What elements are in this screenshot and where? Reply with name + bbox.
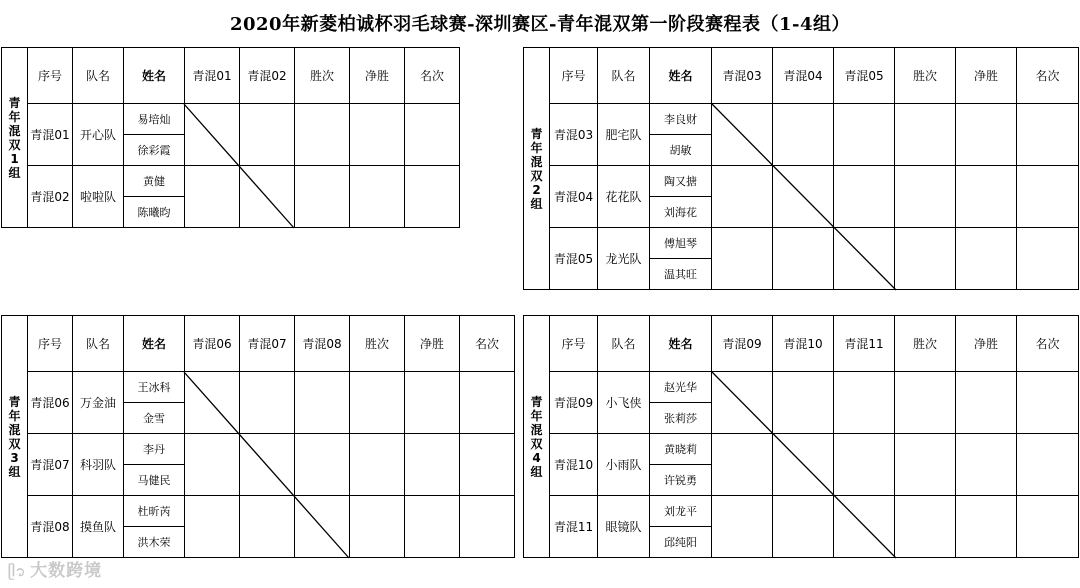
header-opponent: 青混07 [240,316,295,372]
score-cell[interactable] [712,434,773,496]
header-opponent: 青混10 [773,316,834,372]
entry-seq: 青混11 [550,496,598,558]
entry-seq: 青混06 [28,372,73,434]
player-name: 李丹 [124,434,185,465]
header-rank: 名次 [1017,316,1079,372]
net-cell[interactable] [956,496,1017,558]
group-4-table [523,315,1079,558]
group-3-table [1,315,515,558]
watermark [8,556,102,587]
player-name: 胡敏 [650,135,712,166]
score-cell[interactable] [834,434,895,496]
rank-cell[interactable] [460,496,515,558]
score-cell[interactable] [185,166,240,228]
header-opponent: 青混05 [834,48,895,104]
header-name: 姓名 [124,316,185,372]
header-net: 净胜 [956,48,1017,104]
entry-seq: 青混01 [28,104,73,166]
rank-cell[interactable] [460,434,515,496]
player-name: 许锐勇 [650,465,712,496]
player-name: 刘海花 [650,197,712,228]
score-cell[interactable] [834,104,895,166]
rank-cell[interactable] [460,372,515,434]
header-name: 姓名 [650,316,712,372]
header-rank: 名次 [405,48,460,104]
header-net: 净胜 [956,316,1017,372]
header-opponent: 青混06 [185,316,240,372]
score-cell[interactable] [240,166,295,228]
entry-seq: 青混02 [28,166,73,228]
player-name: 李良财 [650,104,712,135]
player-name: 刘龙平 [650,496,712,527]
player-name: 杜昕芮 [124,496,185,527]
entry-team: 小雨队 [598,434,650,496]
entry-seq: 青混05 [550,228,598,290]
player-name: 易培灿 [124,104,185,135]
entry-seq: 青混10 [550,434,598,496]
rank-cell[interactable] [1017,166,1079,228]
net-cell[interactable] [405,496,460,558]
score-cell[interactable] [295,496,350,558]
player-name: 张莉莎 [650,403,712,434]
net-cell[interactable] [956,228,1017,290]
score-cell[interactable] [712,228,773,290]
entry-team: 花花队 [598,166,650,228]
wins-cell[interactable] [295,104,350,166]
header-opponent: 青混04 [773,48,834,104]
rank-cell[interactable] [1017,372,1079,434]
score-cell[interactable] [834,372,895,434]
group-2-table [523,47,1079,290]
player-name: 黄健 [124,166,185,197]
header-opponent: 青混08 [295,316,350,372]
header-seq: 序号 [28,316,73,372]
entry-team: 科羽队 [73,434,124,496]
score-cell[interactable] [773,104,834,166]
header-team: 队名 [598,48,650,104]
entry-team: 肥宅队 [598,104,650,166]
entry-team: 摸鱼队 [73,496,124,558]
entry-team: 小飞侠 [598,372,650,434]
player-name: 陈曦昀 [124,197,185,228]
group-1-table [1,47,460,228]
header-opponent: 青混02 [240,48,295,104]
header-opponent: 青混09 [712,316,773,372]
score-cell[interactable] [185,496,240,558]
score-cell[interactable] [773,372,834,434]
header-wins: 胜次 [295,48,350,104]
score-cell[interactable] [773,166,834,228]
wins-cell[interactable] [350,372,405,434]
header-opponent: 青混03 [712,48,773,104]
score-cell[interactable] [834,228,895,290]
page-title: 2020年新菱柏诚杯羽毛球赛-深圳赛区-青年混双第一阶段赛程表（1-4组） [229,14,851,35]
score-cell[interactable] [712,372,773,434]
entry-seq: 青混08 [28,496,73,558]
net-cell[interactable] [956,372,1017,434]
entry-team: 啦啦队 [73,166,124,228]
wins-cell[interactable] [895,372,956,434]
net-cell[interactable] [405,434,460,496]
entry-team: 眼镜队 [598,496,650,558]
header-seq: 序号 [550,48,598,104]
header-wins: 胜次 [895,48,956,104]
net-cell[interactable] [956,434,1017,496]
wins-cell[interactable] [895,434,956,496]
rank-cell[interactable] [1017,434,1079,496]
wins-cell[interactable] [895,496,956,558]
score-cell[interactable] [773,228,834,290]
player-name: 马健民 [124,465,185,496]
header-opponent: 青混01 [185,48,240,104]
player-name: 陶又搪 [650,166,712,197]
net-cell[interactable] [350,166,405,228]
score-cell[interactable] [240,104,295,166]
header-opponent: 青混11 [834,316,895,372]
rank-cell[interactable] [1017,496,1079,558]
player-name: 黄晓莉 [650,434,712,465]
entry-team: 开心队 [73,104,124,166]
entry-seq: 青混04 [550,166,598,228]
rank-cell[interactable] [405,104,460,166]
score-cell[interactable] [240,434,295,496]
score-cell[interactable] [712,166,773,228]
score-cell[interactable] [834,166,895,228]
net-cell[interactable] [350,104,405,166]
player-name: 邱纯阳 [650,527,712,558]
score-cell[interactable] [773,496,834,558]
player-name: 王冰科 [124,372,185,403]
group-label: 青 年 混 双 4 组 [524,316,550,558]
player-name: 金雪 [124,403,185,434]
score-cell[interactable] [240,496,295,558]
header-wins: 胜次 [895,316,956,372]
header-team: 队名 [73,48,124,104]
score-cell[interactable] [295,434,350,496]
entry-seq: 青混03 [550,104,598,166]
score-cell[interactable] [185,104,240,166]
net-cell[interactable] [956,104,1017,166]
rank-cell[interactable] [1017,104,1079,166]
wins-cell[interactable] [895,166,956,228]
wins-cell[interactable] [295,166,350,228]
group-label: 青 年 混 双 2 组 [524,48,550,290]
player-name: 傅旭琴 [650,228,712,259]
entry-team: 龙光队 [598,228,650,290]
watermark-text: 大数跨境 [30,561,103,581]
header-name: 姓名 [650,48,712,104]
player-name: 徐彩霞 [124,135,185,166]
score-cell[interactable] [295,372,350,434]
score-cell[interactable] [240,372,295,434]
entry-seq: 青混07 [28,434,73,496]
header-wins: 胜次 [350,316,405,372]
player-name: 赵光华 [650,372,712,403]
score-cell[interactable] [185,434,240,496]
net-cell[interactable] [405,372,460,434]
header-seq: 序号 [28,48,73,104]
group-label: 青 年 混 双 3 组 [2,316,28,558]
net-cell[interactable] [956,166,1017,228]
header-team: 队名 [73,316,124,372]
rank-cell[interactable] [1017,228,1079,290]
wins-cell[interactable] [350,434,405,496]
score-cell[interactable] [773,434,834,496]
header-net: 净胜 [405,316,460,372]
group-label: 青 年 混 双 1 组 [2,48,28,228]
score-cell[interactable] [185,372,240,434]
watermark-logo-icon: ᥫ᭡ [8,564,27,580]
score-cell[interactable] [712,104,773,166]
header-team: 队名 [598,316,650,372]
rank-cell[interactable] [405,166,460,228]
player-name: 温其旺 [650,259,712,290]
player-name: 洪木荣 [124,527,185,558]
score-cell[interactable] [712,496,773,558]
entry-seq: 青混09 [550,372,598,434]
header-seq: 序号 [550,316,598,372]
wins-cell[interactable] [895,228,956,290]
header-rank: 名次 [1017,48,1079,104]
score-cell[interactable] [834,496,895,558]
header-rank: 名次 [460,316,515,372]
header-net: 净胜 [350,48,405,104]
entry-team: 万金油 [73,372,124,434]
wins-cell[interactable] [350,496,405,558]
wins-cell[interactable] [895,104,956,166]
header-name: 姓名 [124,48,185,104]
